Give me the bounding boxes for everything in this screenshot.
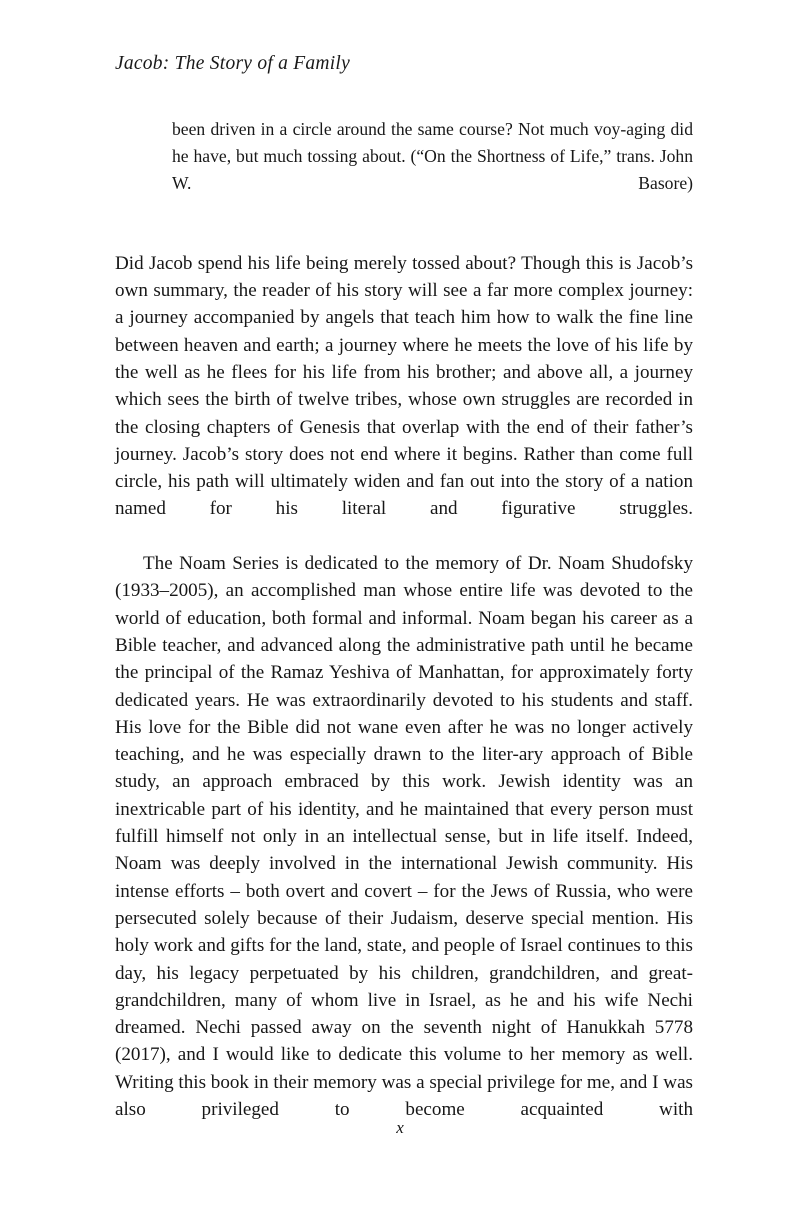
page-number: x [396, 1118, 404, 1137]
block-quotation: been driven in a circle around the same course? Not much voy-aging did he have, but much tossing about. (“On the Shortness of Life,” trans. John W. Basore) [172, 119, 693, 194]
body-paragraph-2: The Noam Series is dedicated to the memory of Dr. Noam Shudofsky (1933–2005), an accomplished man whose entire life was devoted to the world of education, both formal and informal. Noam began his career as a Bible teacher, and advanced along the administrative path until he became the principal of the Ramaz Yeshiva of Manhattan, for approximately forty dedicated years. He was extraordinarily devoted to his students and staff. His love for the Bible did not wane even after he was no longer actively teaching, and he was especially drawn to the liter-ary approach of Bible study, an approach embraced by this work. Jewish identity was an inextricable part of his identity, and he maintained that every person must fulfill himself not only in an intellectual sense, but in life itself. Indeed, Noam was deeply involved in the international Jewish community. His intense efforts – both overt and covert – for the Jews of Russia, who were persecuted solely because of their Judaism, deserve special mention. His holy work and gifts for the land, state, and people of Israel continues to this day, his legacy perpetuated by his children, grandchildren, and great-grandchildren, many of whom live in Israel, as he and his wife Nechi dreamed. Nechi passed away on the seventh night of Hanukkah 5778 (2017), and I would like to dedicate this volume to her memory as well. Writing this book in their memory was a special privilege for me, and I was also privileged to become acquainted with [115, 553, 693, 1121]
running-head: Jacob: The Story of a Family [115, 53, 350, 74]
body-paragraph-1: Did Jacob spend his life being merely tossed about? Though this is Jacob’s own summary, the reader of his story will see a far more complex journey: a journey accompanied by angels that teach him how to walk the fine line between heaven and earth; a journey where he meets the love of his life by the well as he flees for his life from his brother; and above all, a journey which sees the birth of twelve tribes, whose own struggles are recorded in the closing chapters of Genesis that overlap with the end of their father’s journey. Jacob’s story does not end where it begins. Rather than come full circle, his path will ultimately widen and fan out into the story of a nation named for his literal and figurative struggles. [115, 252, 693, 520]
text-block [115, 116, 693, 1151]
